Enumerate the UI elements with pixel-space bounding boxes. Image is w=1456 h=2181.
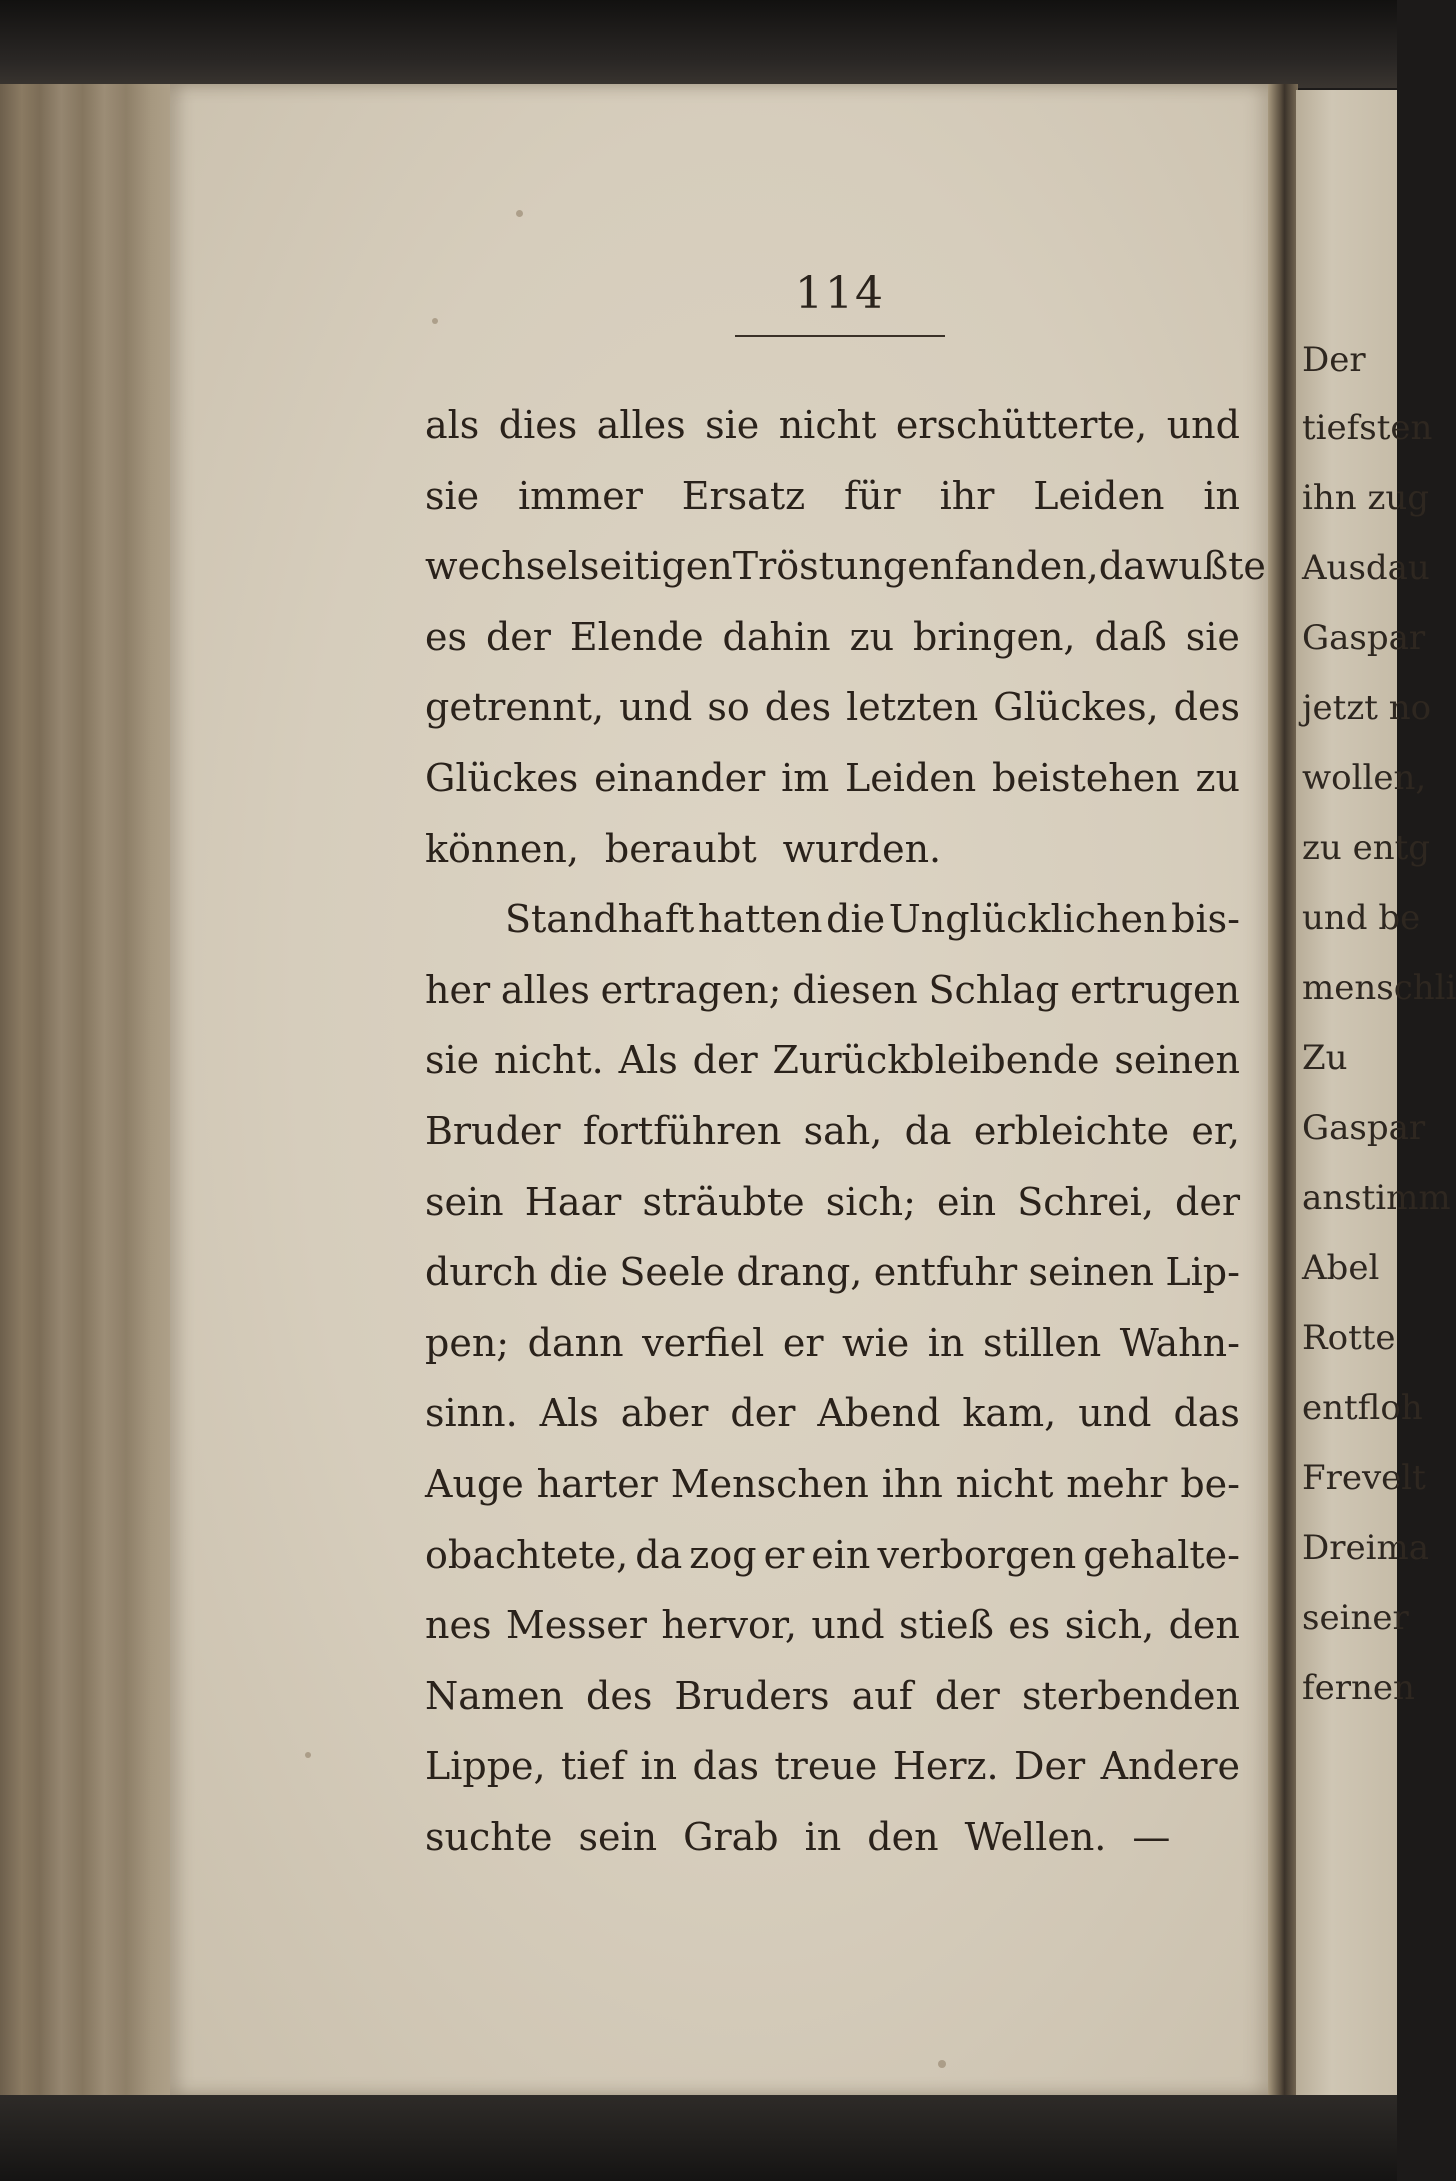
word: sie bbox=[705, 403, 760, 447]
word: er, bbox=[1191, 1108, 1240, 1153]
word: Leiden bbox=[845, 755, 977, 800]
word: kam, bbox=[962, 1391, 1057, 1436]
word: sich, bbox=[1064, 1603, 1155, 1648]
text-line bbox=[425, 461, 1240, 532]
word: ertrugen bbox=[1070, 967, 1240, 1012]
word: ertragen; bbox=[600, 967, 782, 1012]
word: Wahn- bbox=[1119, 1320, 1240, 1365]
word: Schrei, bbox=[1017, 1179, 1154, 1224]
text-line bbox=[425, 672, 1240, 743]
word: be- bbox=[1180, 1461, 1240, 1506]
word: verfiel bbox=[642, 1320, 765, 1365]
word: drang, bbox=[736, 1250, 863, 1295]
facing-page-line: ihn zug bbox=[1302, 478, 1430, 518]
word: die bbox=[549, 1250, 609, 1295]
word: durch bbox=[425, 1250, 538, 1295]
word: Haar bbox=[524, 1179, 622, 1224]
word: einander bbox=[594, 755, 766, 800]
word: so bbox=[707, 685, 750, 730]
word: als bbox=[425, 403, 480, 447]
word: wechselseitigen bbox=[425, 544, 733, 589]
word: wie bbox=[842, 1320, 910, 1365]
word: Menschen bbox=[670, 1461, 869, 1506]
word: bis- bbox=[1171, 897, 1240, 942]
facing-page-line: Gaspar bbox=[1302, 618, 1426, 658]
word: Herz. bbox=[892, 1744, 999, 1789]
word: nicht bbox=[955, 1461, 1054, 1506]
word: pen; bbox=[425, 1320, 510, 1365]
word: Messer bbox=[505, 1603, 647, 1648]
word: mehr bbox=[1066, 1461, 1168, 1506]
body-text bbox=[425, 390, 1266, 1872]
word: dann bbox=[527, 1320, 624, 1365]
text-line bbox=[425, 1520, 1240, 1591]
word: nicht bbox=[778, 403, 877, 447]
word: und bbox=[811, 1603, 885, 1648]
word: sie bbox=[1185, 614, 1240, 659]
word: sah, bbox=[803, 1108, 883, 1153]
word: entfuhr bbox=[873, 1250, 1018, 1295]
word: dies bbox=[498, 403, 578, 447]
word: in bbox=[640, 1744, 678, 1789]
word: erbleichte bbox=[973, 1108, 1170, 1153]
text-line bbox=[425, 1449, 1240, 1520]
word: da bbox=[904, 1108, 952, 1153]
word: Tröstungen bbox=[732, 544, 955, 589]
word: sterbenden bbox=[1021, 1673, 1240, 1718]
word: Zurückbleibende bbox=[772, 1038, 1100, 1083]
facing-page-line: Der bbox=[1302, 340, 1366, 380]
text-line bbox=[425, 814, 1240, 885]
paper-speck bbox=[305, 1752, 311, 1758]
word: seinen bbox=[1028, 1250, 1155, 1295]
paper-speck bbox=[938, 2060, 946, 2068]
word: er bbox=[782, 1320, 824, 1365]
word: sinn. bbox=[425, 1391, 518, 1436]
text-line bbox=[425, 1378, 1240, 1449]
word: — bbox=[1132, 1814, 1171, 1859]
word: ein bbox=[937, 1179, 997, 1224]
facing-page-line: Zu bbox=[1302, 1038, 1348, 1078]
text-line bbox=[425, 1025, 1240, 1096]
text-line bbox=[425, 1661, 1240, 1732]
word: Schlag bbox=[928, 967, 1060, 1012]
facing-page-line: jetzt no bbox=[1302, 688, 1432, 728]
word: Andere bbox=[1100, 1744, 1240, 1789]
text-line bbox=[425, 1802, 1240, 1873]
text-line bbox=[425, 1096, 1240, 1167]
word: Auge bbox=[425, 1461, 524, 1506]
word: und bbox=[1166, 403, 1240, 447]
word: der bbox=[692, 1038, 758, 1083]
facing-page-line: fernen bbox=[1302, 1668, 1415, 1708]
word: Unglücklichen bbox=[888, 897, 1168, 942]
word: letzten bbox=[846, 685, 979, 730]
scan-background-top bbox=[0, 0, 1397, 88]
paper-speck bbox=[432, 318, 438, 324]
word: Standhaft bbox=[505, 897, 695, 942]
word: stillen bbox=[982, 1320, 1102, 1365]
word: seinen bbox=[1114, 1038, 1240, 1083]
word: alles bbox=[500, 967, 590, 1012]
word: zu bbox=[849, 614, 895, 659]
word: der bbox=[1175, 1179, 1240, 1224]
word: nes bbox=[425, 1603, 492, 1648]
word: obachtete, bbox=[425, 1532, 629, 1577]
facing-page-line: anstimm bbox=[1302, 1178, 1451, 1218]
text-line bbox=[425, 531, 1266, 602]
word: wußte bbox=[1145, 544, 1266, 589]
text-line bbox=[425, 1237, 1240, 1308]
word: der bbox=[934, 1673, 1000, 1718]
word: das bbox=[1173, 1391, 1240, 1436]
facing-page-line: menschli bbox=[1302, 968, 1456, 1008]
facing-page-line: Frevelt bbox=[1302, 1458, 1426, 1498]
word: stieß bbox=[899, 1603, 994, 1648]
text-line bbox=[425, 1590, 1240, 1661]
word: Grab bbox=[683, 1814, 779, 1859]
word: Glückes bbox=[425, 755, 579, 800]
facing-page-line: Gaspar bbox=[1302, 1108, 1426, 1148]
word: des bbox=[764, 685, 832, 730]
paper-speck bbox=[516, 210, 523, 217]
word: der bbox=[730, 1391, 796, 1436]
word: tief bbox=[561, 1744, 626, 1789]
word: und bbox=[1078, 1391, 1152, 1436]
word: daß bbox=[1094, 614, 1167, 659]
facing-page-line: Ausdau bbox=[1302, 548, 1430, 588]
word: des bbox=[586, 1673, 653, 1718]
word: es bbox=[425, 614, 467, 659]
text-line bbox=[425, 602, 1240, 673]
text-line bbox=[425, 884, 1240, 955]
word: Elende bbox=[569, 614, 704, 659]
word: Lip- bbox=[1165, 1250, 1240, 1295]
word: aber bbox=[620, 1391, 709, 1436]
word: Als bbox=[618, 1038, 678, 1083]
word: zu bbox=[1195, 755, 1240, 800]
word: bringen, bbox=[913, 614, 1076, 659]
facing-page-line: seiner bbox=[1302, 1598, 1409, 1638]
facing-page-line: und be bbox=[1302, 898, 1421, 938]
text-line bbox=[425, 390, 1240, 461]
word: in bbox=[804, 1814, 842, 1859]
word: alles bbox=[596, 403, 686, 447]
word: Wellen. bbox=[964, 1814, 1107, 1859]
word: Lippe, bbox=[425, 1744, 546, 1789]
word: das bbox=[692, 1744, 759, 1789]
word: für bbox=[844, 473, 901, 518]
word: Als bbox=[539, 1391, 599, 1436]
word: erschütterte, bbox=[895, 403, 1148, 447]
word: hatten bbox=[697, 897, 823, 942]
word: den bbox=[1168, 1603, 1240, 1648]
facing-page-line: wollen, bbox=[1302, 758, 1427, 798]
word: zog bbox=[689, 1532, 757, 1577]
word: beistehen bbox=[992, 755, 1180, 800]
word: sie bbox=[425, 473, 480, 518]
text-line bbox=[425, 1731, 1240, 1802]
word: sein bbox=[578, 1814, 658, 1859]
facing-page-line: Dreima bbox=[1302, 1528, 1430, 1568]
facing-page-line: entfloh bbox=[1302, 1388, 1423, 1428]
word: Namen bbox=[425, 1673, 564, 1718]
page-stack-edge bbox=[0, 84, 180, 2104]
text-line bbox=[425, 1308, 1240, 1379]
word: auf bbox=[851, 1673, 913, 1718]
facing-page-line: Abel bbox=[1302, 1248, 1380, 1288]
word: her bbox=[425, 967, 491, 1012]
word: da bbox=[635, 1532, 683, 1577]
word: in bbox=[1203, 473, 1240, 518]
word: harter bbox=[536, 1461, 658, 1506]
word: Glückes, bbox=[993, 685, 1159, 730]
word: den bbox=[867, 1814, 939, 1859]
word: nicht. bbox=[494, 1038, 604, 1083]
word: im bbox=[781, 755, 830, 800]
text-line bbox=[425, 955, 1240, 1026]
facing-page-line: Rotte bbox=[1302, 1318, 1396, 1358]
book-gutter bbox=[1268, 84, 1298, 2096]
word: da bbox=[1098, 544, 1146, 589]
page-number: 114 bbox=[795, 268, 885, 319]
word: dahin bbox=[722, 614, 831, 659]
word: Ersatz bbox=[681, 473, 806, 518]
word: und bbox=[619, 685, 693, 730]
word: es bbox=[1008, 1603, 1051, 1648]
word: er bbox=[763, 1532, 805, 1577]
word: ihr bbox=[939, 473, 995, 518]
word: können, bbox=[425, 826, 579, 871]
text-line bbox=[425, 743, 1240, 814]
facing-page-fragment bbox=[1296, 90, 1456, 2100]
word: beraubt bbox=[604, 826, 757, 871]
word: getrennt, bbox=[425, 685, 605, 730]
word: Seele bbox=[619, 1250, 726, 1295]
word: sträubte bbox=[642, 1179, 805, 1224]
word: gehalte- bbox=[1083, 1532, 1240, 1577]
word: ihn bbox=[881, 1461, 943, 1506]
word: in bbox=[927, 1320, 965, 1365]
word: sein bbox=[425, 1179, 504, 1224]
word: Bruder bbox=[425, 1108, 561, 1153]
word: Leiden bbox=[1033, 473, 1165, 518]
word: Bruders bbox=[674, 1673, 830, 1718]
header-rule bbox=[735, 335, 945, 337]
word: diesen bbox=[792, 967, 918, 1012]
word: treue bbox=[774, 1744, 878, 1789]
word: ein bbox=[811, 1532, 871, 1577]
word: wurden. bbox=[782, 826, 942, 871]
facing-page-line: zu entg bbox=[1302, 828, 1431, 868]
word: der bbox=[485, 614, 551, 659]
word: Der bbox=[1014, 1744, 1086, 1789]
word: sie bbox=[425, 1038, 480, 1083]
facing-page-line: tiefsten bbox=[1302, 408, 1433, 448]
word: fanden, bbox=[954, 544, 1099, 589]
word: hervor, bbox=[661, 1603, 797, 1648]
word: Abend bbox=[817, 1391, 941, 1436]
word: verborgen bbox=[877, 1532, 1077, 1577]
word: suchte bbox=[425, 1814, 553, 1859]
text-line bbox=[425, 1167, 1240, 1238]
word: sich; bbox=[825, 1179, 916, 1224]
word: immer bbox=[518, 473, 643, 518]
word: des bbox=[1173, 685, 1240, 730]
word: die bbox=[826, 897, 886, 942]
scan-background-bottom bbox=[0, 2095, 1397, 2181]
word: fortführen bbox=[582, 1108, 782, 1153]
